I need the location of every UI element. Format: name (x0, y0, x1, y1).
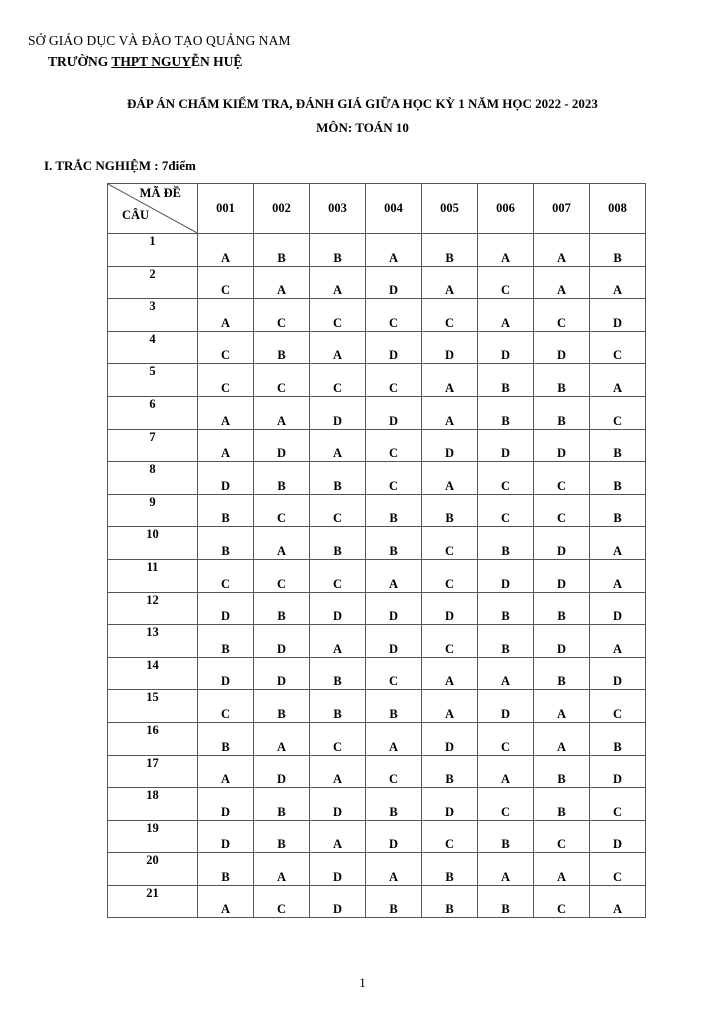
question-number: 6 (108, 396, 198, 429)
answer-cell: D (366, 592, 422, 625)
question-number: 7 (108, 429, 198, 462)
answer-cell: C (366, 755, 422, 788)
answer-cell: A (534, 722, 590, 755)
answer-cell: D (254, 625, 310, 658)
answer-cell: A (198, 429, 254, 462)
answer-cell: A (310, 429, 366, 462)
department-name: SỞ GIÁO DỤC VÀ ĐÀO TẠO QUẢNG NAM (28, 33, 291, 48)
table-row (108, 885, 646, 918)
answer-cell: B (478, 820, 534, 853)
answer-cell: A (310, 266, 366, 299)
answer-cell: C (254, 494, 310, 527)
answer-cell: B (366, 690, 422, 723)
table-row (108, 820, 646, 853)
answer-cell: A (422, 266, 478, 299)
answer-cell: C (366, 657, 422, 690)
answer-cell: A (198, 234, 254, 267)
answer-cell: C (366, 462, 422, 495)
answer-cell: C (198, 364, 254, 397)
table-row (108, 755, 646, 788)
table-row (108, 331, 646, 364)
answer-cell: C (198, 559, 254, 592)
answer-cell: C (310, 494, 366, 527)
answer-cell: D (310, 592, 366, 625)
answer-cell: B (422, 234, 478, 267)
answer-cell: D (534, 559, 590, 592)
answer-cell: A (366, 559, 422, 592)
answer-cell: D (366, 331, 422, 364)
answer-cell: B (422, 853, 478, 886)
answer-cell: B (534, 657, 590, 690)
question-number: 11 (108, 559, 198, 592)
answer-cell: D (310, 885, 366, 918)
answer-cell: A (254, 266, 310, 299)
answer-cell: A (254, 853, 310, 886)
answer-cell: C (254, 299, 310, 332)
answer-cell: D (198, 820, 254, 853)
answer-cell: A (310, 755, 366, 788)
question-number: 10 (108, 527, 198, 560)
answer-cell: C (310, 722, 366, 755)
exam-code-001: 001 (198, 184, 254, 234)
table-row (108, 462, 646, 495)
table-row (108, 299, 646, 332)
answer-cell: B (534, 592, 590, 625)
answer-cell: A (590, 625, 646, 658)
answer-cell: A (254, 722, 310, 755)
table-row (108, 657, 646, 690)
answer-cell: D (590, 592, 646, 625)
answer-cell: A (422, 462, 478, 495)
answer-cell: A (366, 234, 422, 267)
answer-cell: B (478, 527, 534, 560)
answer-cell: C (254, 885, 310, 918)
answer-cell: C (366, 299, 422, 332)
answer-cell: D (478, 331, 534, 364)
answer-cell: C (478, 494, 534, 527)
answer-cell: D (198, 462, 254, 495)
answer-cell: D (534, 527, 590, 560)
answer-cell: B (310, 527, 366, 560)
answer-cell: A (422, 657, 478, 690)
question-number: 14 (108, 657, 198, 690)
answer-cell: B (254, 788, 310, 821)
answer-cell: D (198, 657, 254, 690)
answer-cell: B (366, 494, 422, 527)
answer-cell: D (590, 755, 646, 788)
answer-cell: D (198, 788, 254, 821)
answer-cell: B (534, 396, 590, 429)
answer-cell: B (478, 885, 534, 918)
answer-cell: A (534, 853, 590, 886)
answer-cell: B (198, 722, 254, 755)
answer-cell: A (534, 690, 590, 723)
answer-cell: D (590, 299, 646, 332)
answer-cell: B (254, 690, 310, 723)
school-name-suffix: ỄN HUỆ (191, 54, 243, 69)
table-row (108, 592, 646, 625)
table-row (108, 722, 646, 755)
answer-cell: C (310, 364, 366, 397)
answer-cell: D (310, 396, 366, 429)
subject-line: MÔN: TOÁN 10 (316, 120, 409, 135)
answer-cell: B (478, 592, 534, 625)
question-number: 21 (108, 885, 198, 918)
exam-code-005: 005 (422, 184, 478, 234)
answer-cell: B (366, 885, 422, 918)
table-row (108, 788, 646, 821)
answer-cell: D (366, 266, 422, 299)
answer-cell: D (422, 788, 478, 821)
answer-cell: A (198, 885, 254, 918)
exam-code-006: 006 (478, 184, 534, 234)
answer-cell: C (478, 462, 534, 495)
answer-cell: D (590, 820, 646, 853)
answer-cell: A (198, 755, 254, 788)
table-row (108, 364, 646, 397)
answer-cell: A (310, 331, 366, 364)
answer-cell: A (590, 527, 646, 560)
answer-cell: C (590, 690, 646, 723)
exam-code-008: 008 (590, 184, 646, 234)
question-number: 17 (108, 755, 198, 788)
exam-code-007: 007 (534, 184, 590, 234)
answer-cell: B (198, 625, 254, 658)
question-number: 8 (108, 462, 198, 495)
answer-cell: B (198, 853, 254, 886)
answer-cell: A (366, 853, 422, 886)
answer-cell: D (254, 755, 310, 788)
answer-cell: B (310, 690, 366, 723)
answer-cell: B (310, 462, 366, 495)
answer-cell: C (422, 559, 478, 592)
answer-cell: D (534, 331, 590, 364)
answer-cell: C (590, 331, 646, 364)
question-number: 1 (108, 234, 198, 267)
answer-cell: A (590, 885, 646, 918)
answer-cell: C (534, 820, 590, 853)
answer-cell: A (422, 364, 478, 397)
answer-cell: D (254, 429, 310, 462)
answer-cell: C (590, 853, 646, 886)
answer-cell: A (254, 396, 310, 429)
question-number: 9 (108, 494, 198, 527)
answer-cell: D (310, 788, 366, 821)
answer-cell: B (310, 234, 366, 267)
question-number: 4 (108, 331, 198, 364)
answer-cell: A (478, 755, 534, 788)
answer-cell: B (198, 494, 254, 527)
answer-cell: B (478, 625, 534, 658)
answer-cell: B (254, 592, 310, 625)
answer-cell: B (254, 462, 310, 495)
table-row (108, 396, 646, 429)
answer-cell: C (198, 331, 254, 364)
answer-cell: A (478, 234, 534, 267)
answer-cell: A (590, 364, 646, 397)
answer-cell: D (422, 722, 478, 755)
answer-cell: A (422, 690, 478, 723)
answer-cell: C (534, 299, 590, 332)
answer-cell: C (310, 299, 366, 332)
answer-cell: D (534, 429, 590, 462)
answer-cell: B (590, 234, 646, 267)
answer-cell: D (254, 657, 310, 690)
answer-cell: D (422, 592, 478, 625)
answer-cell: A (422, 396, 478, 429)
answer-cell: A (478, 299, 534, 332)
table-row (108, 527, 646, 560)
exam-code-header: MÃ ĐỀ (139, 186, 181, 200)
question-number: 15 (108, 690, 198, 723)
page-number: 1 (359, 975, 366, 990)
exam-code-002: 002 (254, 184, 310, 234)
answer-cell: C (198, 266, 254, 299)
answer-cell: B (310, 657, 366, 690)
table-row (108, 429, 646, 462)
answer-cell: A (310, 625, 366, 658)
answer-cell: D (422, 429, 478, 462)
answer-cell: B (590, 462, 646, 495)
answer-cell: C (422, 527, 478, 560)
answer-cell: C (478, 266, 534, 299)
answer-cell: D (534, 625, 590, 658)
answer-cell: C (198, 690, 254, 723)
answer-cell: C (422, 625, 478, 658)
answer-cell: D (366, 820, 422, 853)
answer-cell: D (366, 625, 422, 658)
table-row (108, 266, 646, 299)
answer-cell: B (254, 331, 310, 364)
table-row (108, 559, 646, 592)
answer-cell: A (310, 820, 366, 853)
section-heading: I. TRẮC NGHIỆM : 7điểm (44, 158, 196, 173)
answer-cell: D (366, 396, 422, 429)
answer-cell: A (478, 853, 534, 886)
answer-cell: C (534, 494, 590, 527)
question-number: 19 (108, 820, 198, 853)
answer-cell: B (478, 396, 534, 429)
school-name-prefix: TRƯỜNG (48, 54, 112, 69)
question-number: 16 (108, 722, 198, 755)
answer-cell: C (254, 364, 310, 397)
question-number: 5 (108, 364, 198, 397)
answer-cell: C (422, 820, 478, 853)
answer-cell: C (478, 788, 534, 821)
table-row (108, 494, 646, 527)
question-number: 18 (108, 788, 198, 821)
table-row (108, 625, 646, 658)
answer-cell: C (310, 559, 366, 592)
answer-cell: A (534, 234, 590, 267)
answer-cell: D (590, 657, 646, 690)
answer-cell: D (478, 429, 534, 462)
answer-cell: B (534, 364, 590, 397)
answer-cell: C (478, 722, 534, 755)
answer-cell: C (366, 364, 422, 397)
answer-cell: B (534, 788, 590, 821)
answer-cell: A (590, 266, 646, 299)
answer-cell: D (478, 559, 534, 592)
question-number: 3 (108, 299, 198, 332)
answer-cell: A (590, 559, 646, 592)
answer-cell: B (590, 722, 646, 755)
table-row (108, 690, 646, 723)
table-row (108, 234, 646, 267)
school-name (48, 54, 242, 70)
answer-cell: B (198, 527, 254, 560)
answer-cell: D (198, 592, 254, 625)
table-row (108, 853, 646, 886)
question-number: 20 (108, 853, 198, 886)
answer-cell: A (198, 299, 254, 332)
answer-cell: A (534, 266, 590, 299)
answer-cell: B (254, 234, 310, 267)
exam-code-004: 004 (366, 184, 422, 234)
question-number: 2 (108, 266, 198, 299)
answer-cell: C (422, 299, 478, 332)
answer-cell: C (534, 885, 590, 918)
answer-cell: B (422, 494, 478, 527)
answer-cell: D (310, 853, 366, 886)
answer-cell: B (590, 494, 646, 527)
answer-cell: B (422, 755, 478, 788)
answer-table-body (108, 234, 646, 918)
answer-cell: D (478, 690, 534, 723)
answer-cell: C (534, 462, 590, 495)
answer-cell: B (478, 364, 534, 397)
answer-cell: A (198, 396, 254, 429)
answer-cell: C (254, 559, 310, 592)
table-header-row (108, 184, 646, 234)
document-title: ĐÁP ÁN CHẤM KIỂM TRA, ĐÁNH GIÁ GIỮA HỌC KỲ 1 NĂM HỌC 2022 - 2023 (127, 96, 598, 111)
answer-key-table (107, 183, 646, 918)
answer-cell: A (254, 527, 310, 560)
answer-cell: B (254, 820, 310, 853)
answer-cell: B (590, 429, 646, 462)
question-header: CÂU (122, 208, 150, 222)
answer-cell: C (590, 396, 646, 429)
question-number: 12 (108, 592, 198, 625)
answer-cell: A (478, 657, 534, 690)
answer-cell: A (366, 722, 422, 755)
answer-cell: B (534, 755, 590, 788)
answer-cell: B (422, 885, 478, 918)
question-number: 13 (108, 625, 198, 658)
answer-cell: C (366, 429, 422, 462)
diagonal-header-cell (108, 184, 198, 234)
answer-cell: C (590, 788, 646, 821)
answer-cell: B (366, 527, 422, 560)
exam-code-003: 003 (310, 184, 366, 234)
answer-cell: D (422, 331, 478, 364)
school-name-underlined: THPT NGUY (111, 54, 192, 69)
answer-cell: B (366, 788, 422, 821)
